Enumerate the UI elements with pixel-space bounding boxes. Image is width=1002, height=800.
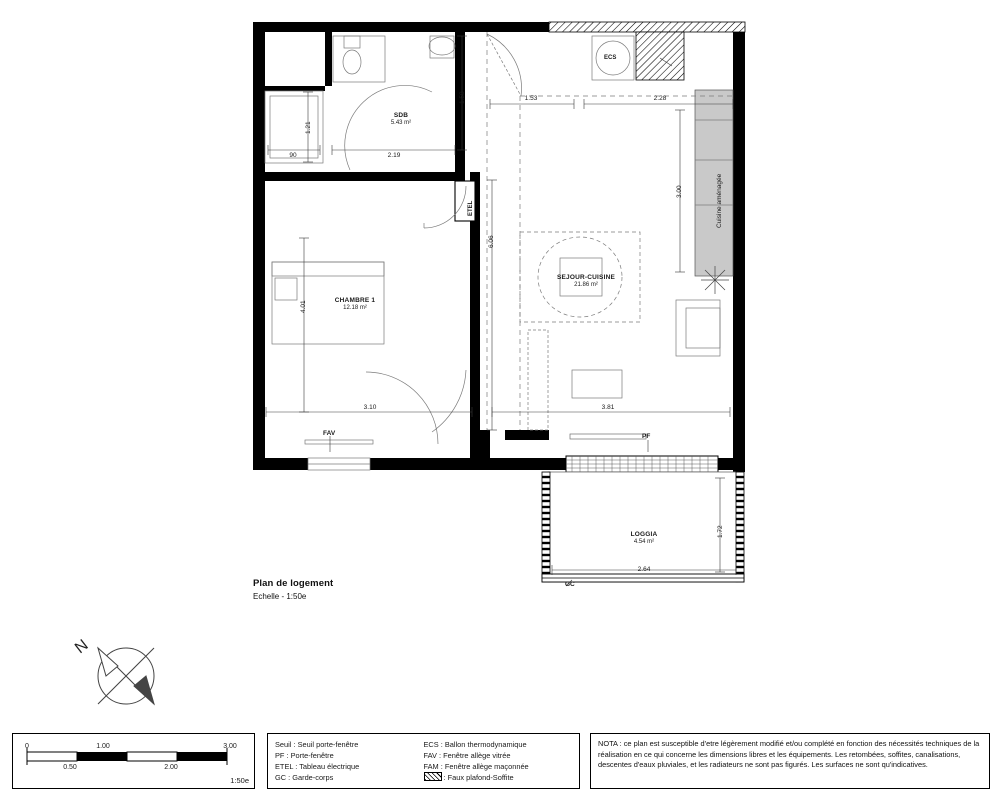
scale-bar-box bbox=[12, 733, 255, 789]
abbrev-fam: FAM : Fenêtre allège maçonnée bbox=[423, 762, 529, 771]
dimension-3-81: 3.81 bbox=[601, 404, 615, 411]
abbrev-soffite bbox=[424, 772, 573, 783]
dimension-2-64: 2.64 bbox=[637, 566, 651, 573]
room-area-sejour-cuisine: 21.86 m² bbox=[574, 282, 598, 289]
room-name-chambre-1: CHAMBRE 1 bbox=[334, 297, 376, 304]
dimension-1-21: 1.21 bbox=[305, 121, 312, 134]
compass-north-letter: N bbox=[71, 636, 92, 658]
dimension-4-01: 4.01 bbox=[300, 300, 307, 313]
dimension-3-00: 3.00 bbox=[676, 185, 683, 198]
pf-label: PF bbox=[642, 433, 651, 440]
dimension-6-06: 6.06 bbox=[488, 235, 495, 248]
room-label-loggia bbox=[631, 531, 658, 547]
etel-label: ETEL bbox=[468, 200, 474, 216]
abbreviations-box bbox=[267, 733, 580, 789]
room-name-sdb: SDB bbox=[393, 112, 409, 119]
hatch-pattern-icon bbox=[424, 772, 442, 781]
title-block bbox=[253, 578, 333, 601]
abbrev-pf: PF : Porte-fenêtre bbox=[275, 751, 334, 760]
gc-label: GC bbox=[565, 581, 575, 588]
abbrev-etel: ETEL : Tableau électrique bbox=[275, 762, 360, 771]
room-label-chambre-1 bbox=[335, 297, 375, 313]
dimension-2-19: 2.19 bbox=[387, 152, 401, 159]
room-area-loggia: 4.54 m² bbox=[633, 539, 655, 546]
abbrev-seuil: Seuil : Seuil porte-fenêtre bbox=[275, 740, 359, 749]
scale-tick-100: 1.00 bbox=[96, 743, 110, 750]
scale-ratio-label: 1:50e bbox=[230, 776, 249, 785]
room-label-sejour-cuisine bbox=[557, 274, 615, 290]
room-label-sdb bbox=[391, 112, 411, 128]
scale-tick-0: 0 bbox=[25, 743, 29, 750]
note-box bbox=[590, 733, 990, 789]
abbreviations-column-2 bbox=[424, 739, 573, 788]
compass-rose bbox=[58, 618, 188, 723]
room-name-sejour-cuisine: SEJOUR-CUISINE bbox=[556, 274, 616, 281]
dimension-2-28: 2.28 bbox=[653, 95, 667, 102]
dimension-1-58: 1.58 bbox=[459, 91, 466, 104]
scale-tick-300: 3.00 bbox=[223, 743, 237, 750]
dimension-90: 90 bbox=[289, 152, 297, 159]
legend-row bbox=[12, 733, 990, 789]
abbrev-gc: GC : Garde-corps bbox=[275, 773, 334, 782]
page-title: Plan de logement bbox=[253, 578, 334, 589]
abbrev-ecs: ECS : Ballon thermodynamique bbox=[423, 740, 527, 749]
scale-bar-svg bbox=[13, 734, 256, 790]
scale-tick-050: 0.50 bbox=[63, 764, 77, 771]
room-area-sdb: 5.43 m² bbox=[390, 120, 412, 127]
compass-svg bbox=[58, 618, 188, 723]
kitchen-label: Cuisine aménagée bbox=[716, 173, 723, 228]
dimension-3-10: 3.10 bbox=[363, 404, 377, 411]
scale-subtitle: Echelle - 1:50e bbox=[253, 592, 307, 601]
fav-label: FAV bbox=[323, 430, 336, 437]
abbreviations-column-1 bbox=[275, 739, 424, 788]
ecs-label: ECS bbox=[604, 55, 617, 61]
note-text: NOTA : ce plan est susceptible d'etre légèrement modifié et/ou complété en fonction des nécessités techniques de la réalisation en ce qui concerne les dimensions libres et les équipements. Les retombées, soffites, canalisations, descentes d'eaux pluviales, et les radiateurs ne sont pas figurés. Les surfaces ne sont qu'indicatives. bbox=[598, 739, 980, 770]
abbrev-fav: FAV : Fenêtre allège vitrée bbox=[423, 751, 511, 760]
scale-tick-200: 2.00 bbox=[164, 764, 178, 771]
dimension-1-53: 1.53 bbox=[524, 95, 538, 102]
room-name-loggia: LOGGIA bbox=[630, 531, 658, 538]
dimension-1-72: 1.72 bbox=[717, 525, 724, 538]
room-area-chambre-1: 12.18 m² bbox=[343, 305, 367, 312]
abbrev-soffite-text: : Faux plafond-Soffite bbox=[443, 773, 514, 782]
